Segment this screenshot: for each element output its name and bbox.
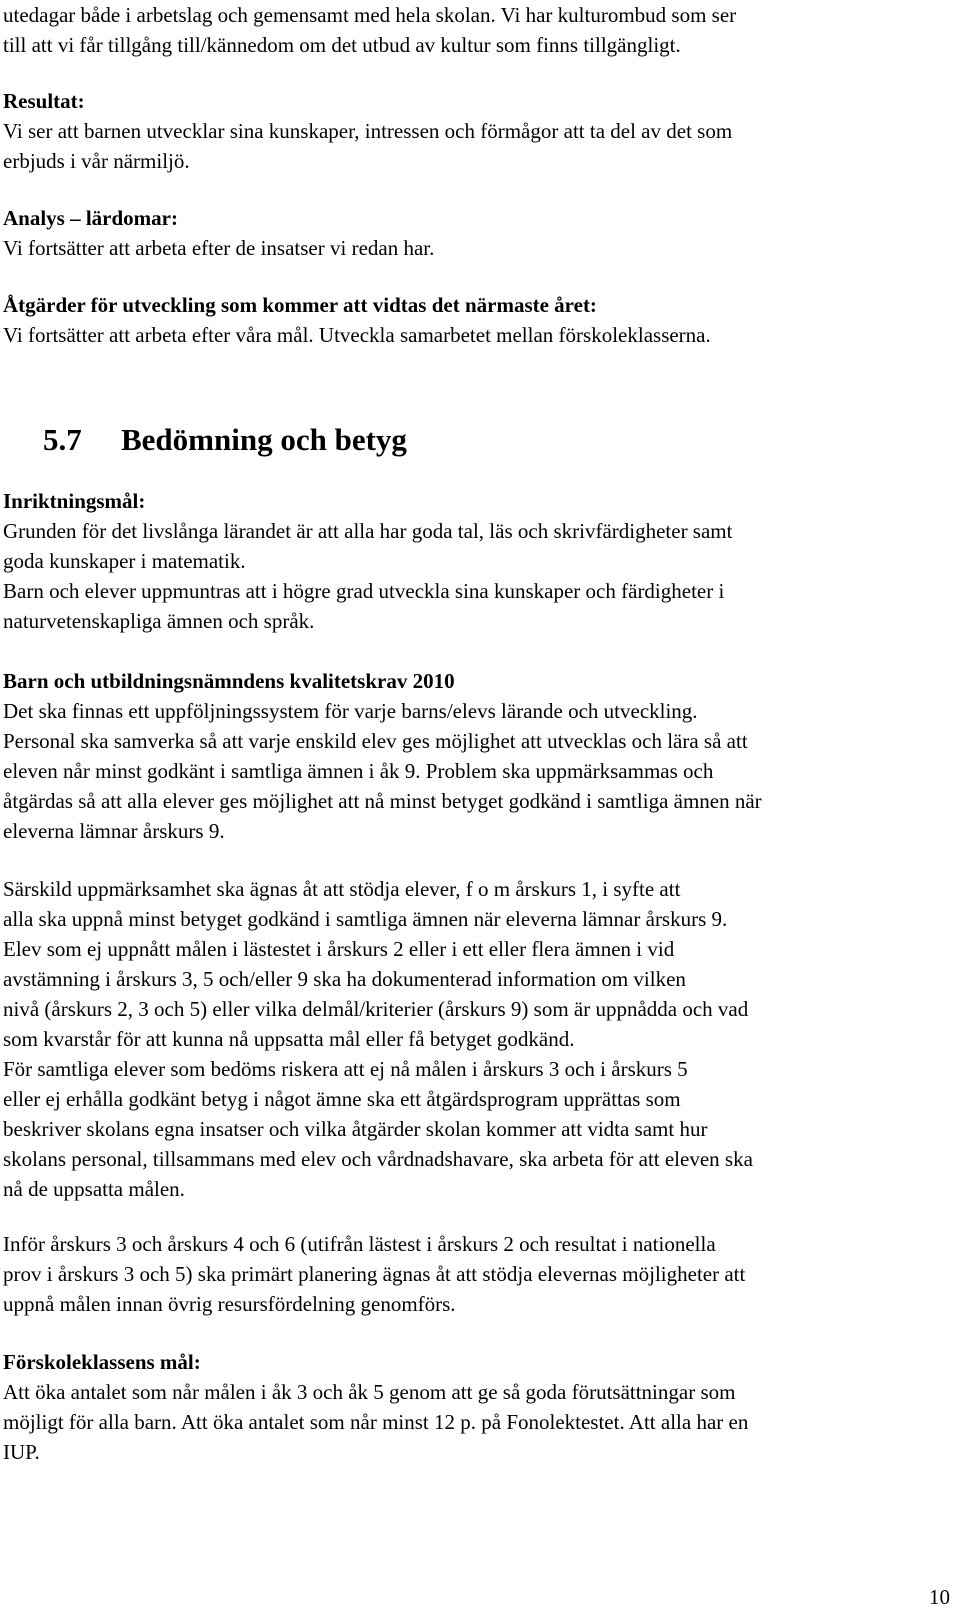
forskoleklass-section — [3, 1347, 953, 1467]
analys-section — [3, 203, 953, 263]
intro-paragraph — [3, 0, 953, 60]
atgarder-line: Vi fortsätter att arbeta efter våra mål. Utveckla samarbetet mellan förskoleklasserna. — [3, 323, 711, 347]
sarskild-line: nå de uppsatta målen. — [3, 1177, 185, 1201]
sarskild-line: Särskild uppmärksamhet ska ägnas åt att stödja elever, f o m årskurs 1, i syfte att — [3, 877, 681, 901]
sarskild-line: För samtliga elever som bedöms riskera att ej nå målen i årskurs 3 och i årskurs 5 — [3, 1057, 688, 1081]
inriktning-line: goda kunskaper i matematik. — [3, 549, 246, 573]
forskoleklass-line: IUP. — [3, 1440, 40, 1464]
infor-line: Inför årskurs 3 och årskurs 4 och 6 (utifrån lästest i årskurs 2 och resultat i nationella — [3, 1232, 716, 1256]
atgarder-heading: Åtgärder för utveckling som kommer att vidtas det närmaste året: — [3, 293, 597, 317]
kvalitetskrav-section — [3, 666, 953, 846]
kvalitetskrav-line: Det ska finnas ett uppföljningssystem för varje barns/elevs lärande och utveckling. — [3, 699, 698, 723]
intro-line: utedagar både i arbetslag och gemensamt med hela skolan. Vi har kulturombud som ser — [3, 3, 737, 27]
section-title: Bedömning och betyg — [121, 422, 407, 457]
inriktning-section — [3, 486, 953, 636]
infor-line: uppnå målen innan övrig resursfördelning genomförs. — [3, 1292, 456, 1316]
inriktning-heading: Inriktningsmål: — [3, 489, 146, 513]
sarskild-line: beskriver skolans egna insatser och vilka åtgärder skolan kommer att vidta samt hur — [3, 1117, 708, 1141]
forskoleklass-line: möjligt för alla barn. Att öka antalet som når minst 12 p. på Fonolektestet. Att alla har en — [3, 1410, 749, 1434]
sarskild-line: nivå (årskurs 2, 3 och 5) eller vilka delmål/kriterier (årskurs 9) som är uppnådda och vad — [3, 997, 749, 1021]
sarskild-line: alla ska uppnå minst betyget godkänd i samtliga ämnen när eleverna lämnar årskurs 9. — [3, 907, 728, 931]
sarskild-paragraph — [3, 874, 953, 1204]
resultat-line: erbjuds i vår närmiljö. — [3, 149, 190, 173]
section-number: 5.7 — [43, 422, 82, 457]
forskoleklass-line: Att öka antalet som når målen i åk 3 och åk 5 genom att ge så goda förutsättningar som — [3, 1380, 736, 1404]
resultat-heading: Resultat: — [3, 89, 85, 113]
infor-line: prov i årskurs 3 och 5) ska primärt planering ägnas åt att stödja elevernas möjligheter att — [3, 1262, 746, 1286]
inriktning-line: Grunden för det livslånga lärandet är att alla har goda tal, läs och skrivfärdigheter samt — [3, 519, 733, 543]
resultat-section — [3, 86, 953, 176]
inriktning-line: naturvetenskapliga ämnen och språk. — [3, 609, 315, 633]
inriktning-line: Barn och elever uppmuntras att i högre grad utveckla sina kunskaper och färdigheter i — [3, 579, 725, 603]
forskoleklass-heading: Förskoleklassens mål: — [3, 1350, 201, 1374]
page-number: 10 — [929, 1585, 950, 1609]
infor-paragraph — [3, 1229, 953, 1319]
sarskild-line: Elev som ej uppnått målen i lästestet i årskurs 2 eller i ett eller flera ämnen i vid — [3, 937, 675, 961]
sarskild-line: som kvarstår för att kunna nå uppsatta mål eller få betyget godkänd. — [3, 1027, 575, 1051]
analys-line: Vi fortsätter att arbeta efter de insatser vi redan har. — [3, 236, 435, 260]
kvalitetskrav-line: eleverna lämnar årskurs 9. — [3, 819, 225, 843]
sarskild-line: skolans personal, tillsammans med elev och vårdnadshavare, ska arbeta för att eleven ska — [3, 1147, 753, 1171]
sarskild-line: eller ej erhålla godkänt betyg i något ämne ska ett åtgärdsprogram upprättas som — [3, 1087, 681, 1111]
analys-heading: Analys – lärdomar: — [3, 206, 178, 230]
section-heading — [43, 420, 407, 460]
kvalitetskrav-line: åtgärdas så att alla elever ges möjlighet att nå minst betyget godkänd i samtliga ämnen när — [3, 789, 762, 813]
kvalitetskrav-heading: Barn och utbildningsnämndens kvalitetskrav 2010 — [3, 669, 455, 693]
intro-line: till att vi får tillgång till/kännedom om det utbud av kultur som finns tillgängligt. — [3, 33, 681, 57]
kvalitetskrav-line: eleven når minst godkänt i samtliga ämnen i åk 9. Problem ska uppmärksammas och — [3, 759, 714, 783]
resultat-line: Vi ser att barnen utvecklar sina kunskaper, intressen och förmågor att ta del av det som — [3, 119, 733, 143]
sarskild-line: avstämning i årskurs 3, 5 och/eller 9 ska ha dokumenterad information om vilken — [3, 967, 686, 991]
kvalitetskrav-line: Personal ska samverka så att varje enskild elev ges möjlighet att utvecklas och lära så att — [3, 729, 748, 753]
atgarder-section — [3, 290, 953, 350]
